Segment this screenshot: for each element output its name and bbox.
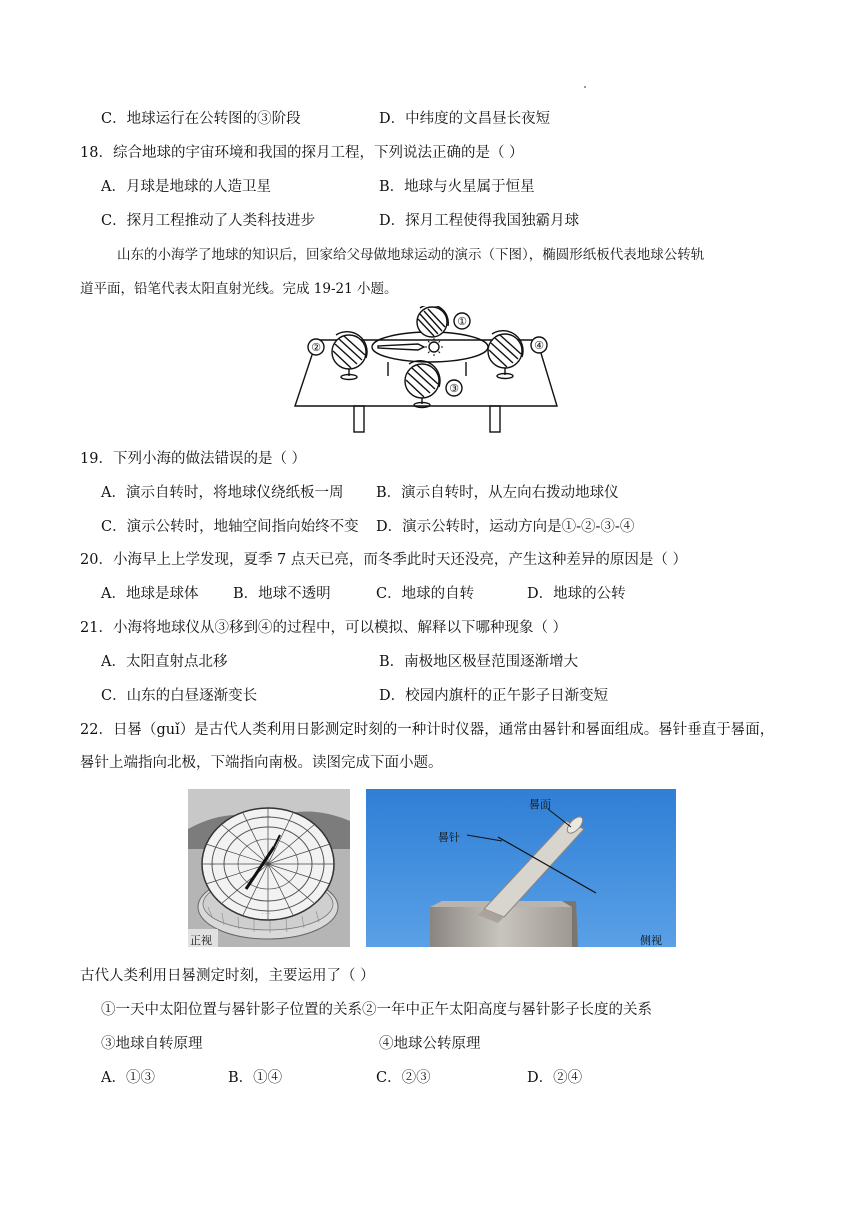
globe-2-icon <box>332 332 367 380</box>
q20-stem: 20．小海早上上学发现，夏季 7 点天已亮，而冬季此时天还没亮，产生这种差异的原因是（ ） <box>80 552 687 568</box>
globe-4-icon <box>488 331 523 379</box>
q22-line-2: 晷针上端指向北极，下端指向南极。读图完成下面小题。 <box>80 755 443 771</box>
label-dial-needle: 晷针 <box>438 831 460 844</box>
q19-option-b: B．演示自转时，从左向右拨动地球仪 <box>376 485 619 501</box>
svg-text:· · ·: · · · <box>262 814 270 820</box>
photo1-caption: 正视 <box>190 934 212 947</box>
svg-text:· ·: · · <box>318 862 323 868</box>
photo2-caption: 侧视 <box>640 934 662 947</box>
q21-option-a: A．太阳直射点北移 <box>101 654 228 670</box>
q22-sub-option-a: A．①③ <box>101 1070 155 1086</box>
page-mark <box>584 86 586 88</box>
q22-sub-item-1-2: ①一天中太阳位置与晷针影子位置的关系②一年中正午太阳高度与晷针影子长度的关系 <box>101 1002 652 1018</box>
q17-option-c: C．地球运行在公转图的③阶段 <box>101 111 301 127</box>
q19-option-c: C．演示公转时，地轴空间指向始终不变 <box>101 519 359 535</box>
q22-line-1: 22．日晷（guǐ）是古代人类利用日影测定时刻的一种计时仪器，通常由晷针和晷面组成。晷针垂直于晷面， <box>80 722 775 738</box>
svg-text:· · ·: · · · <box>262 911 270 917</box>
q18-option-b: B．地球与火星属于恒星 <box>379 179 535 195</box>
q22-sub-item-4: ④地球公转原理 <box>379 1036 481 1052</box>
q18-option-a: A．月球是地球的人造卫星 <box>101 179 271 195</box>
q17-option-d: D．中纬度的文昌昼长夜短 <box>379 111 551 127</box>
q20-option-d: D．地球的公转 <box>527 586 626 602</box>
label-position-2: ② <box>311 341 321 354</box>
q18-option-d: D．探月工程使得我国独霸月球 <box>379 213 580 229</box>
q20-option-b: B．地球不透明 <box>233 586 331 602</box>
q20-option-a: A．地球是球体 <box>101 586 199 602</box>
label-position-3: ③ <box>449 382 459 395</box>
intro-line-1: 山东的小海学了地球的知识后，回家给父母做地球运动的演示（下图），椭圆形纸板代表地球公转轨 <box>117 247 705 263</box>
earth-motion-demo-figure <box>292 306 562 436</box>
sundial-side-view-photo <box>366 789 676 947</box>
svg-text:· ·: · · <box>210 862 215 868</box>
q18-option-c: C．探月工程推动了人类科技进步 <box>101 213 316 229</box>
q19-option-a: A．演示自转时，将地球仪绕纸板一周 <box>101 485 344 501</box>
pencil <box>378 344 424 350</box>
q22-sub-option-b: B．①④ <box>228 1070 283 1086</box>
q21-option-c: C．山东的白昼逐渐变长 <box>101 688 258 704</box>
q21-option-d: D．校园内旗杆的正午影子日渐变短 <box>379 688 609 704</box>
sundial-front-view-photo <box>188 789 350 947</box>
q22-sub-option-c: C．②③ <box>376 1070 431 1086</box>
sun-icon <box>429 342 439 352</box>
label-position-1: ① <box>457 315 467 328</box>
q20-option-c: C．地球的自转 <box>376 586 475 602</box>
q21-stem: 21．小海将地球仪从③移到④的过程中，可以模拟、解释以下哪种现象（ ） <box>80 620 568 636</box>
q22-sub-item-3: ③地球自转原理 <box>101 1036 203 1052</box>
globe-1-icon <box>417 306 448 337</box>
table-leg-right <box>490 406 500 432</box>
table-leg-left <box>354 406 364 432</box>
q21-option-b: B．南极地区极昼范围逐渐增大 <box>379 654 579 670</box>
q22-sub-option-d: D．②④ <box>527 1070 583 1086</box>
label-dial-face: 晷面 <box>529 798 551 811</box>
q19-stem: 19．下列小海的做法错误的是（ ） <box>80 451 307 467</box>
label-position-4: ④ <box>534 339 544 352</box>
globe-3-icon <box>405 361 440 408</box>
intro-line-2: 道平面，铅笔代表太阳直射光线。完成 19-21 小题。 <box>80 281 398 297</box>
q19-option-d: D．演示公转时，运动方向是①-②-③-④ <box>376 519 635 535</box>
q18-stem: 18．综合地球的宇宙环境和我国的探月工程，下列说法正确的是（ ） <box>80 145 524 161</box>
q22-sub-stem: 古代人类利用日晷测定时刻，主要运用了（ ） <box>80 968 375 984</box>
